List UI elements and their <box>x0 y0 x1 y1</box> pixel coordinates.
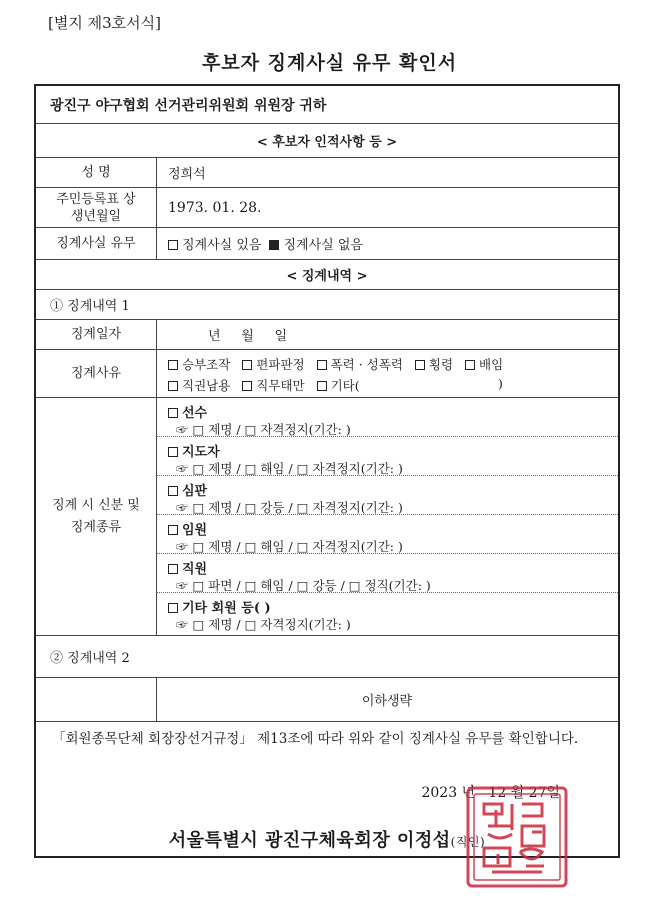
form-reference: [별지 제3호서식] <box>48 14 161 32</box>
record1-title: ① 징계내역 1 <box>50 299 130 314</box>
reason-option[interactable]: 배임 <box>465 357 503 372</box>
reason-option[interactable]: 승부조작 <box>168 357 230 372</box>
addressee: 광진구 야구협회 선거관리위원회 위원장 귀하 <box>50 97 327 114</box>
group-head[interactable]: 직원 <box>168 558 608 577</box>
name-row <box>36 158 618 188</box>
name-value: 정희석 <box>168 167 206 182</box>
statement: 「회원종목단체 회장장선거규정」 제13조에 따라 위와 같이 징계사실 유무를 확인합니다. <box>52 731 579 747</box>
section-discipline-title: < 징계내역 > <box>286 269 368 284</box>
discipline-exist-row <box>36 228 618 260</box>
group-options[interactable]: ☞ □ 제명 / □ 자격정지(기간: ) <box>176 617 351 632</box>
record1-row <box>36 290 618 320</box>
section-candidate-row <box>36 124 618 158</box>
reasons-line2 <box>168 376 608 394</box>
group-options[interactable]: ☞ □ 제명 / □ 자격정지(기간: ) <box>176 422 351 437</box>
reason-option[interactable]: 횡령 <box>415 357 453 372</box>
seal-mark: (직인) <box>450 835 486 849</box>
status-row <box>36 398 618 636</box>
reason-option[interactable]: 직무태만 <box>242 378 304 393</box>
section-candidate-title: < 후보자 인적사항 등 > <box>256 135 398 150</box>
reason-option-other[interactable]: 기타( <box>317 378 360 393</box>
section-discipline-row <box>36 260 618 290</box>
group-options[interactable]: ☞ □ 제명 / □ 해임 / □ 자격정지(기간: ) <box>176 461 403 476</box>
reason-option[interactable]: 직권남용 <box>168 378 230 393</box>
group-head[interactable]: 지도자 <box>168 441 608 460</box>
name-label: 성 명 <box>81 165 111 180</box>
option-yes-label: 징계사실 있음 <box>182 238 262 253</box>
record2-row <box>36 636 618 678</box>
date-label: 징계일자 <box>70 327 122 342</box>
status-label-line1: 징계 시 신분 및 <box>52 497 140 513</box>
document-title: 후보자 징계사실 유무 확인서 <box>201 52 458 74</box>
reason-label: 징계사유 <box>70 366 122 381</box>
group-options[interactable]: ☞ □ 제명 / □ 해임 / □ 자격정지(기간: ) <box>176 539 403 554</box>
reason-other-close: ) <box>498 376 503 391</box>
official-seal-stamp <box>462 782 572 892</box>
group-options[interactable]: ☞ □ 파면 / □ 해임 / □ 강등 / □ 정직(기간: ) <box>176 578 431 593</box>
option-discipline-no[interactable] <box>269 234 362 253</box>
checkbox-empty <box>168 240 178 250</box>
record2-title: ② 징계내역 2 <box>50 651 130 666</box>
reason-option[interactable]: 편파판정 <box>242 357 304 372</box>
checkbox-checked <box>269 240 279 250</box>
group-head[interactable]: 기타 회원 등( ) <box>168 597 608 616</box>
discipline-exist-label: 징계사실 유무 <box>56 236 136 251</box>
option-discipline-yes[interactable] <box>168 234 261 253</box>
omitted-text: 이하생략 <box>361 694 413 709</box>
reason-option[interactable]: 폭력 · 성폭력 <box>317 357 403 372</box>
group-head[interactable]: 심판 <box>168 480 608 499</box>
date-row <box>36 320 618 350</box>
birth-row <box>36 188 618 228</box>
status-label-line2: 징계종류 <box>70 519 122 535</box>
date-value: 년 월 일 <box>208 329 287 344</box>
option-no-label: 징계사실 없음 <box>283 238 363 253</box>
birth-label <box>36 188 156 227</box>
birth-label-line1: 주민등록표 상 <box>56 191 136 207</box>
reasons-line1 <box>168 355 608 373</box>
discipline-exist-options <box>168 228 612 259</box>
group-options[interactable]: ☞ □ 제명 / □ 강등 / □ 자격정지(기간: ) <box>176 500 403 515</box>
status-label <box>36 398 156 635</box>
reason-row <box>36 350 618 398</box>
group-head[interactable]: 임원 <box>168 519 608 538</box>
form-frame <box>34 84 620 858</box>
addressee-row <box>36 86 618 124</box>
birth-value: 1973. 01. 28. <box>168 199 262 216</box>
signer-name: 서울특별시 광진구체육회장 이정섭 <box>168 830 451 851</box>
signed-date: 2023 년 12 월 27일 <box>421 785 560 801</box>
birth-label-line2: 생년월일 <box>70 208 122 224</box>
omitted-row <box>36 678 618 722</box>
group-head[interactable]: 선수 <box>168 402 608 421</box>
